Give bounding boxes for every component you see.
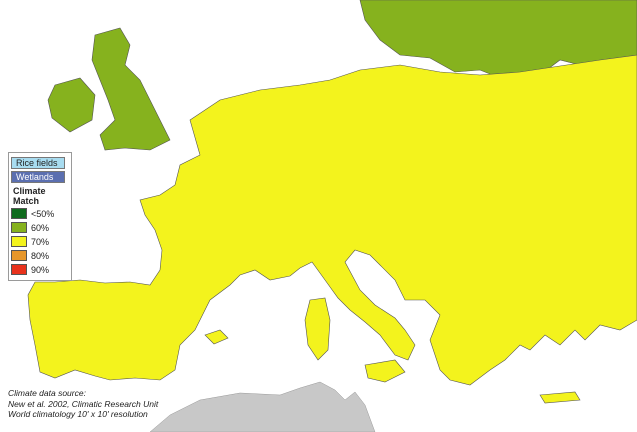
legend-item-climate (11, 207, 69, 220)
legend-item-climate (11, 221, 69, 234)
map-legend (8, 152, 72, 281)
data-source-credits (8, 388, 158, 420)
credits-line: New et al. 2002, Climatic Research Unit (8, 398, 159, 409)
legend-title: Climate Match (13, 186, 46, 206)
legend-item-climate (11, 263, 69, 276)
legend-label: Wetlands (16, 171, 54, 182)
legend-item-climate (11, 249, 69, 262)
legend-item-wetlands (11, 170, 69, 183)
legend-label: 70% (31, 236, 50, 247)
legend-item-climate (11, 235, 69, 248)
legend-label: 90% (31, 264, 50, 275)
wetlands-swatch (11, 171, 65, 183)
credits-line: World climatology 10' x 10' resolution (8, 409, 148, 419)
legend-label: 60% (31, 222, 50, 233)
legend-label: Rice fields (16, 157, 58, 168)
legend-item-rice-fields (11, 156, 69, 169)
climate-swatch (11, 250, 27, 261)
credits-line: Climate data source: (8, 388, 86, 398)
climate-swatch (11, 222, 27, 233)
climate-swatch (11, 264, 27, 275)
rice-fields-swatch (11, 157, 65, 169)
climate-swatch (11, 208, 27, 219)
climate-swatch (11, 236, 27, 247)
legend-label: <50% (31, 208, 55, 219)
legend-label: 80% (31, 250, 50, 261)
